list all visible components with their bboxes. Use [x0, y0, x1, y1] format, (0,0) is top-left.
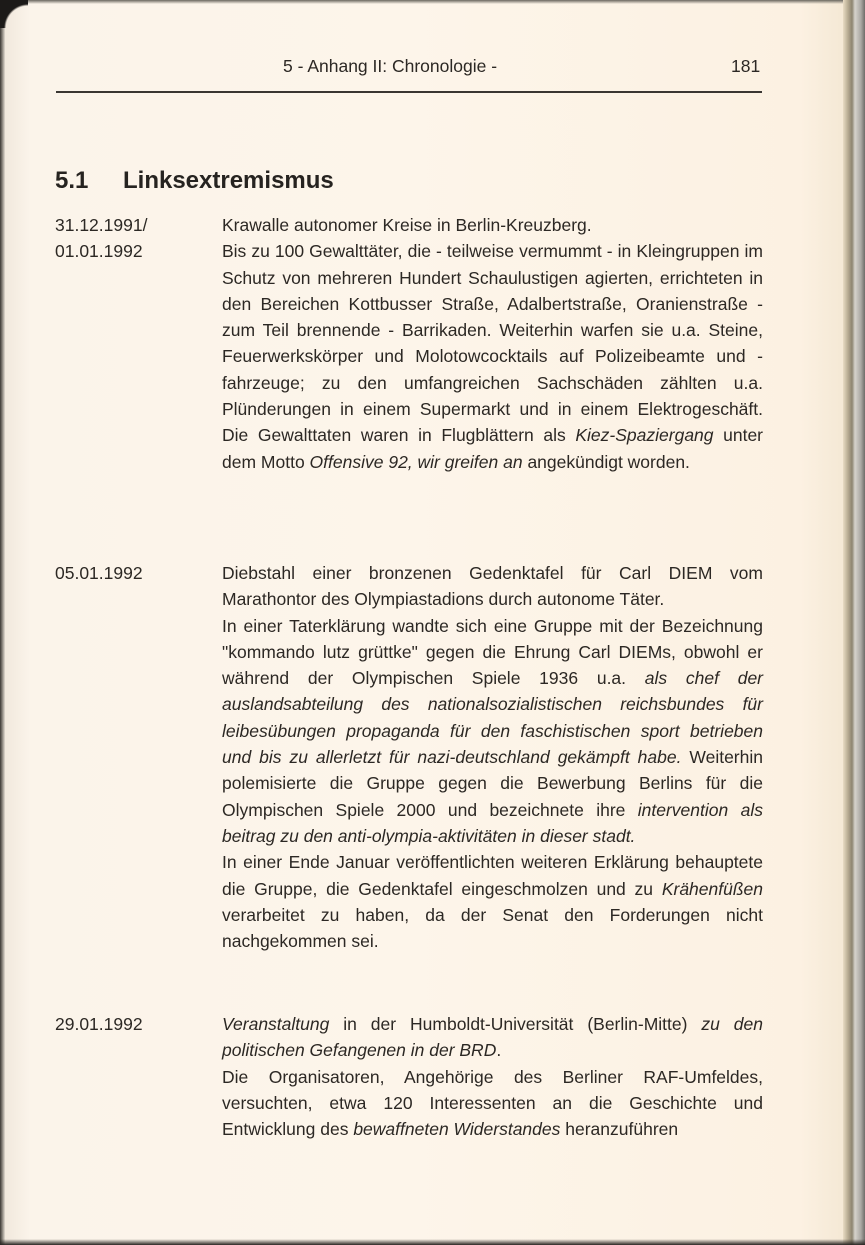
running-header-title: 5 - Anhang II: Chronologie -	[283, 56, 498, 76]
italic-text: zu den politischen Gefangenen in der BRD	[222, 1014, 763, 1061]
entry-date	[55, 1011, 215, 1037]
entry-body	[222, 1011, 763, 1142]
entry-date-line: 05.01.1992	[55, 563, 143, 583]
italic-text: Krähenfüßen	[661, 878, 763, 899]
page-corner-shadow	[0, 0, 28, 28]
text-run: Krawalle autonomer Kreise in Berlin-Kreuzberg.	[222, 215, 592, 235]
text-run: Bis zu 100 Gewalttäter, die - teilweise vermummt - in Kleingruppen im Schutz von mehreren Hundert Schaulustigen agierten, errichteten in den Bereichen Kottbusser Straße, Adalbertstraße, Oranienstraße - zum Teil brennende - Barrikaden. Weiterhin warfen sie u.a. Steine, Feuerwerkskörper und Molotowcocktails auf Polizeibeamte und -fahrzeuge; zu den umfangreichen Sachschäden zählten u.a. Plünderungen in einem Supermarkt und in einem Elektrogeschäft. Die Gewalttaten waren in Flugblättern als	[222, 241, 763, 446]
section-number: 5.1	[55, 167, 89, 194]
page-left-edge	[0, 0, 5, 1245]
text-run: angekündigt worden.	[522, 451, 690, 472]
text-run: In einer Taterklärung wandte sich eine Gruppe mit der Bezeichnung "kommando lutz grüttke" gegen die Ehrung Carl DIEMs, obwohl er während der Olympischen Spiele 1936 u.a.	[222, 615, 763, 689]
text-run: In einer Ende Januar veröffentlichten weiteren Erklärung behauptete die Gruppe, die Gedenktafel eingeschmolzen und zu	[222, 852, 763, 899]
text-run: in der Humboldt-Universität (Berlin-Mitte)	[329, 1014, 702, 1034]
entry-paragraph	[222, 560, 763, 613]
text-run: heranzuführen	[560, 1119, 679, 1140]
entry-paragraph	[222, 238, 763, 475]
text-run: verarbeitet zu haben, da der Senat den Forderungen nicht nachgekommen sei.	[222, 904, 763, 952]
text-run: Weiterhin polemisierte die Gruppe gegen die Bewerbung Berlins für die Olympischen Spiele 2000 und bezeichnete ihre	[222, 747, 763, 820]
italic-text: Offensive 92, wir greifen an	[309, 451, 523, 472]
entry-date	[55, 560, 215, 586]
italic-text: intervention als beitrag zu den anti-olympia-aktivitäten in dieser stadt.	[222, 799, 763, 846]
entry-paragraph	[222, 849, 763, 954]
header-rule	[56, 91, 762, 93]
entry-body	[222, 560, 763, 954]
page-bottom-edge	[0, 1239, 865, 1245]
text-run: Diebstahl einer bronzenen Gedenktafel für Carl DIEM vom Marathontor des Olympiastadions durch autonome Täter.	[222, 563, 763, 610]
entry-paragraph	[222, 212, 763, 238]
entry-body	[222, 212, 763, 475]
italic-text: bewaffneten Widerstandes	[353, 1119, 561, 1140]
italic-text: als chef der auslandsabteilung des nationalsozialistischen reichsbundes für leibesübungen propaganda für den faschistischen sport betrieben und bis zu allerletzt für nazi-deutschland gekämpft habe.	[222, 668, 764, 768]
entry-date-line: 31.12.1991/	[55, 215, 148, 235]
page-number: 181	[731, 56, 761, 76]
italic-text: Veranstaltung	[222, 1014, 330, 1034]
page-top-shadow	[0, 0, 865, 4]
section-heading	[55, 167, 334, 195]
entry-paragraph	[222, 1064, 763, 1143]
text-run: Die Organisatoren, Angehörige des Berliner RAF-Umfeldes, versuchten, etwa 120 Interessenten an die Geschichte und Entwicklung des	[222, 1066, 763, 1140]
section-title: Linksextremismus	[123, 167, 334, 194]
entry-date-line: 29.01.1992	[55, 1014, 143, 1034]
italic-text: Kiez-Spaziergang	[575, 425, 714, 446]
entry-date-line: 01.01.1992	[55, 241, 143, 261]
text-run: .	[496, 1040, 502, 1061]
entry-paragraph	[222, 613, 763, 850]
entry-paragraph	[222, 1011, 763, 1064]
book-spine-edge	[843, 0, 865, 1245]
text-run: unter dem Motto	[222, 425, 764, 472]
entry-date	[55, 212, 215, 264]
